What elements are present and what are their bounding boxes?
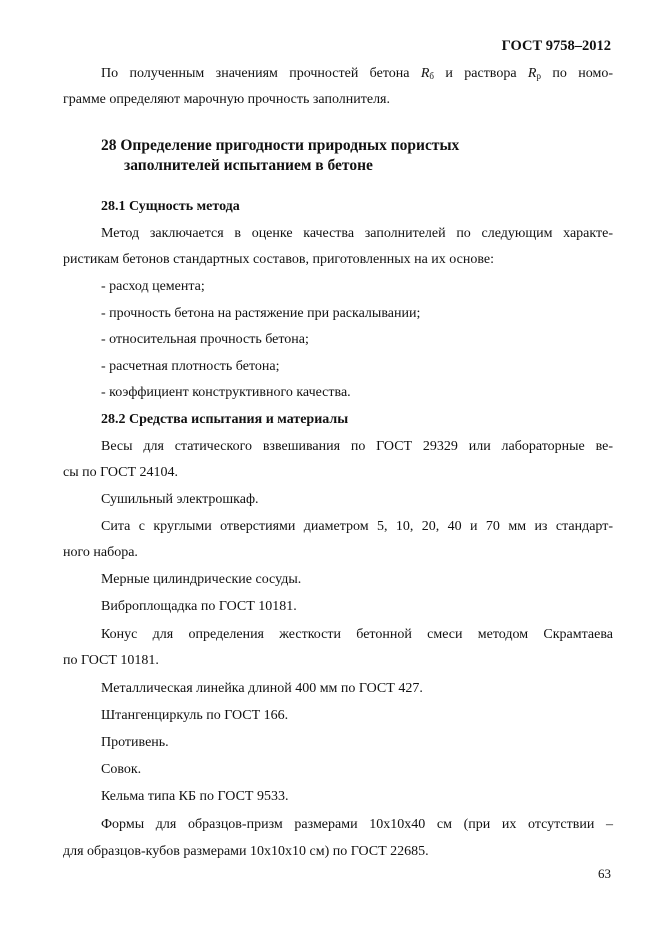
equipment-line: Конус для определения жесткости бетонной смеси методом Скрамтаева — [101, 627, 613, 642]
list-item: - относительная прочность бетона; — [101, 332, 309, 347]
list-item: - прочность бетона на растяжение при раскалывании; — [101, 306, 421, 321]
intro-line-2: грамме определяют марочную прочность заполнителя. — [63, 92, 390, 107]
intro-text-b: и раствора — [434, 66, 528, 81]
equipment-line: для образцов-кубов размерами 10х10х10 см) по ГОСТ 22685. — [63, 844, 429, 859]
equipment-line: Формы для образцов-призм размерами 10х10х40 см (при их отсутствии – — [101, 817, 613, 832]
list-item: - расчетная плотность бетона; — [101, 359, 280, 374]
equipment-line: Виброплощадка по ГОСТ 10181. — [101, 599, 297, 614]
equipment-line: Весы для статического взвешивания по ГОСТ 29329 или лабораторные ве- — [101, 439, 613, 454]
intro-text-c: по номо- — [540, 66, 613, 81]
equipment-line: Сушильный электрошкаф. — [101, 492, 259, 507]
section-28-title-line-1: 28 Определение пригодности природных пористых — [101, 137, 460, 154]
list-item: - расход цемента; — [101, 279, 205, 294]
subsection-28-1-title: 28.1 Сущность метода — [101, 199, 240, 214]
method-paragraph-line-2: ристикам бетонов стандартных составов, приготовленных на их основе: — [63, 252, 494, 267]
equipment-line: Сита с круглыми отверстиями диаметром 5, 10, 20, 40 и 70 мм из стандарт- — [101, 519, 613, 534]
equipment-line: Штангенциркуль по ГОСТ 166. — [101, 708, 289, 723]
equipment-line: Кельма типа КБ по ГОСТ 9533. — [101, 789, 289, 804]
equipment-line: ного набора. — [63, 545, 138, 560]
standard-code-header: ГОСТ 9758–2012 — [501, 38, 611, 54]
equipment-line: Совок. — [101, 762, 142, 777]
list-item: - коэффициент конструктивного качества. — [101, 385, 351, 400]
intro-text-a: По полученным значениям прочностей бетона — [101, 66, 421, 81]
equipment-line: Противень. — [101, 735, 169, 750]
mortar-strength-symbol: R — [527, 66, 537, 81]
equipment-line: по ГОСТ 10181. — [63, 653, 159, 668]
page-number: 63 — [598, 866, 611, 881]
equipment-line: сы по ГОСТ 24104. — [63, 465, 179, 480]
equipment-line: Металлическая линейка длиной 400 мм по ГОСТ 427. — [101, 681, 423, 696]
intro-line-1 — [101, 66, 613, 84]
equipment-line: Мерные цилиндрические сосуды. — [101, 572, 302, 587]
concrete-strength-symbol: R — [420, 66, 430, 81]
section-28-title-line-2: заполнителей испытанием в бетоне — [124, 157, 373, 174]
mortar-strength-subscript: р — [536, 71, 541, 81]
concrete-strength-subscript: б — [429, 71, 435, 81]
subsection-28-2-title: 28.2 Средства испытания и материалы — [101, 412, 349, 427]
method-paragraph-line-1: Метод заключается в оценке качества заполнителей по следующим характе- — [101, 226, 613, 241]
